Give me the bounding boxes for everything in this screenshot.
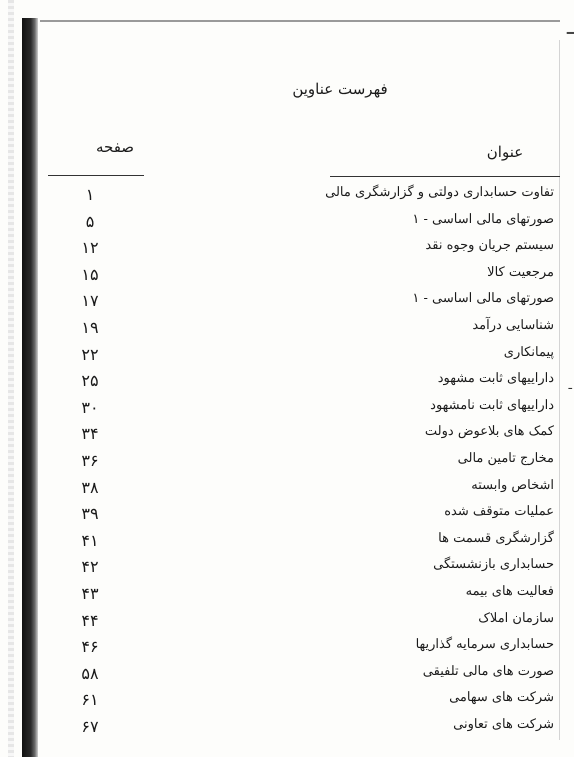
toc-page-number: ۴۲ — [81, 557, 99, 577]
toc-entry-title: گزارشگری قسمت ها — [438, 530, 554, 546]
toc-page-number: ۴۶ — [81, 637, 99, 657]
toc-page-number: ۲۲ — [81, 344, 99, 364]
toc-page-number: ۱۵ — [81, 264, 99, 284]
toc-row — [0, 637, 574, 663]
toc-entry-title: صورتهای مالی اساسی - ۱ — [412, 211, 554, 227]
toc-page-number: ۵ — [85, 211, 95, 231]
toc-page-number: ۴۴ — [81, 610, 99, 630]
corner-mark: ━ — [566, 26, 574, 40]
toc-row — [0, 690, 574, 716]
page-column-header: صفحه — [95, 138, 135, 156]
toc-row — [0, 557, 574, 583]
toc-entry-title: فعالیت های بیمه — [465, 584, 554, 599]
toc-entry-title: مرجعیت کالا — [487, 264, 554, 280]
toc-row — [0, 371, 574, 397]
margin-mark: ـ — [568, 378, 572, 392]
toc-entry-title: حسابداری بازنشستگی — [433, 557, 554, 573]
toc-row — [0, 318, 574, 344]
toc-row — [0, 345, 574, 371]
toc-page-number: ۳۸ — [81, 477, 99, 497]
toc-page-number: ۶۷ — [81, 717, 99, 736]
toc-entry-title: داراییهای ثابت مشهود — [437, 371, 554, 387]
toc-entry-title: سازمان املاک — [478, 610, 554, 626]
toc-entry-title: سیستم جریان وجوه نقد — [425, 238, 554, 254]
toc-entry-title: کمک های بلاعوض دولت — [424, 424, 554, 440]
toc-page-number: ۳۹ — [81, 504, 99, 524]
page-header-rule — [48, 175, 144, 176]
toc-entry-title: صورتهای مالی اساسی - ۱ — [412, 291, 554, 307]
toc-page-number: ۲۵ — [81, 371, 99, 391]
toc-entry-title: مخارج تامین مالی — [457, 451, 554, 466]
toc-entry-title: شرکت های سهامی — [449, 690, 554, 706]
toc-entry-title: داراییهای ثابت نامشهود — [430, 397, 554, 413]
toc-row — [0, 504, 574, 530]
toc-row — [0, 717, 574, 743]
toc-page-number: ۱۲ — [81, 238, 99, 258]
toc-page-number: ۵۸ — [81, 663, 99, 683]
toc-row — [0, 611, 574, 637]
toc-entry-title: شرکت های تعاونی — [453, 717, 554, 732]
toc-entry-title: تفاوت حسابداری دولتی و گزارشگری مالی — [325, 185, 554, 200]
toc-row — [0, 212, 574, 238]
toc-page-number: ۳۰ — [81, 397, 99, 417]
top-border-line — [40, 20, 560, 22]
toc-row — [0, 291, 574, 317]
toc-row — [0, 531, 574, 557]
toc-row — [0, 584, 574, 610]
toc-row — [0, 478, 574, 504]
toc-row — [0, 424, 574, 450]
toc-row — [0, 185, 574, 211]
toc-row — [0, 664, 574, 690]
toc-entry-title: عملیات متوقف شده — [444, 504, 554, 520]
toc-page-number: ۳۶ — [81, 451, 99, 470]
toc-row — [0, 398, 574, 424]
subject-column-header: عنوان — [486, 143, 524, 161]
toc-page-number: ۱۷ — [81, 291, 99, 311]
toc-entry-title: حسابداری سرمایه گذاریها — [415, 637, 554, 653]
toc-entry-title: اشخاص وابسته — [471, 477, 554, 493]
page-title: فهرست عناوین — [292, 80, 388, 98]
toc-page-number: ۱ — [85, 185, 95, 204]
toc-page-number: ۳۴ — [81, 424, 99, 444]
toc-page-number: ۶۱ — [81, 690, 99, 710]
subject-header-rule — [330, 176, 560, 177]
toc-entry-title: پیمانکاری — [503, 344, 554, 360]
toc-page-number: ۴۳ — [81, 584, 99, 603]
toc-row — [0, 451, 574, 477]
toc-page-number: ۴۱ — [81, 530, 99, 550]
toc-entry-title: شناسایی درآمد — [472, 318, 554, 333]
toc-page-number: ۱۹ — [81, 318, 99, 337]
toc-row — [0, 265, 574, 291]
toc-row — [0, 238, 574, 264]
toc-entry-title: صورت های مالی تلفیقی — [422, 663, 554, 679]
